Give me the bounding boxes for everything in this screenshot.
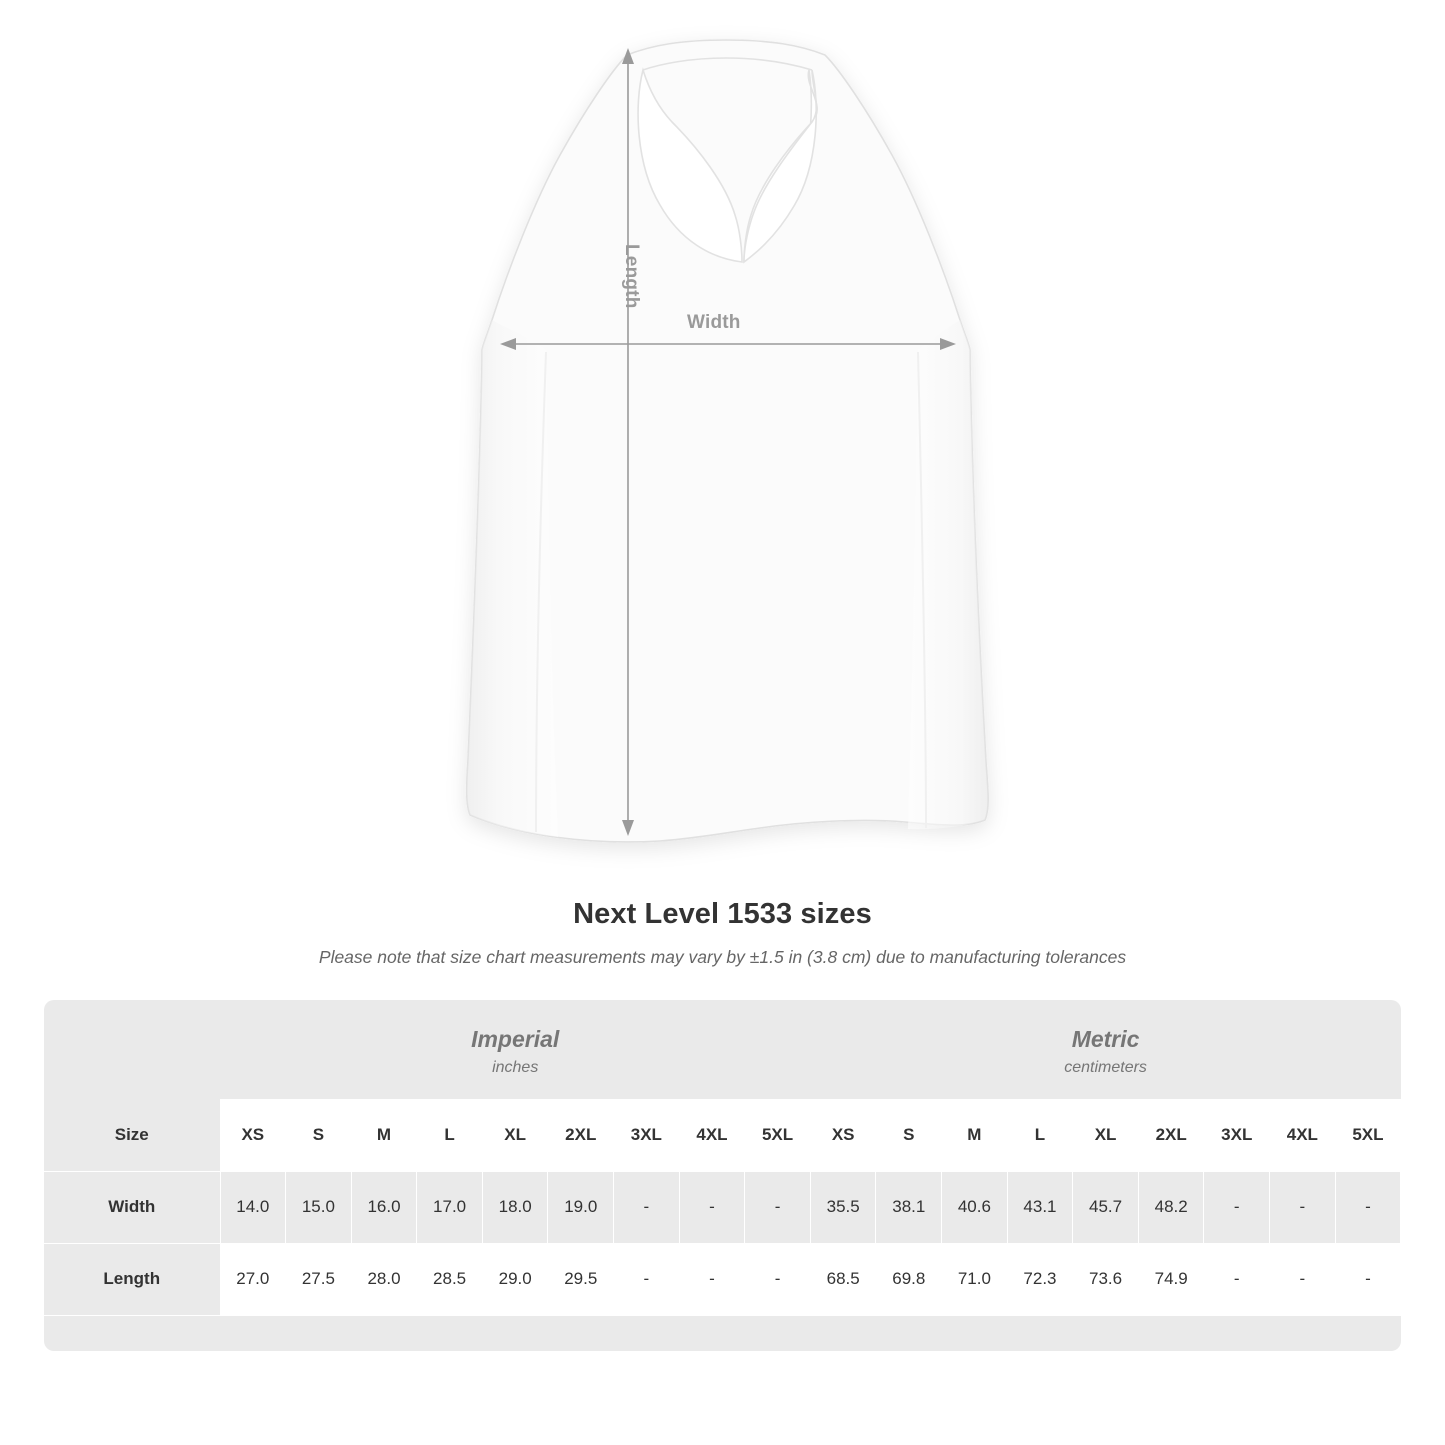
row-label-width: Width bbox=[44, 1171, 220, 1243]
width-imperial-m: 16.0 bbox=[351, 1171, 417, 1243]
width-metric-3xl: - bbox=[1204, 1171, 1270, 1243]
size-header-metric-5xl: 5XL bbox=[1335, 1099, 1401, 1171]
width-imperial-3xl: - bbox=[614, 1171, 680, 1243]
size-header-imperial-2xl: 2XL bbox=[548, 1099, 614, 1171]
length-imperial-3xl: - bbox=[614, 1243, 680, 1315]
length-metric-s: 69.8 bbox=[876, 1243, 942, 1315]
length-metric-5xl: - bbox=[1335, 1243, 1401, 1315]
width-metric-m: 40.6 bbox=[942, 1171, 1008, 1243]
width-imperial-xs: 14.0 bbox=[220, 1171, 286, 1243]
size-header-row bbox=[44, 1099, 1401, 1171]
width-metric-xl: 45.7 bbox=[1073, 1171, 1139, 1243]
width-imperial-s: 15.0 bbox=[286, 1171, 352, 1243]
table-footer-cell bbox=[44, 1315, 1401, 1351]
width-metric-2xl: 48.2 bbox=[1138, 1171, 1204, 1243]
table-footer-row bbox=[44, 1315, 1401, 1351]
unit-spacer-cell bbox=[44, 1000, 220, 1099]
size-header-imperial-5xl: 5XL bbox=[745, 1099, 811, 1171]
width-metric-4xl: - bbox=[1270, 1171, 1336, 1243]
size-header-metric-l: L bbox=[1007, 1099, 1073, 1171]
length-imperial-xs: 27.0 bbox=[220, 1243, 286, 1315]
width-imperial-5xl: - bbox=[745, 1171, 811, 1243]
table-row bbox=[44, 1243, 1401, 1315]
length-imperial-xl: 29.0 bbox=[482, 1243, 548, 1315]
width-imperial-2xl: 19.0 bbox=[548, 1171, 614, 1243]
length-metric-xl: 73.6 bbox=[1073, 1243, 1139, 1315]
page-title: Next Level 1533 sizes bbox=[573, 898, 872, 930]
size-header-metric-4xl: 4XL bbox=[1270, 1099, 1336, 1171]
length-imperial-4xl: - bbox=[679, 1243, 745, 1315]
size-header-metric-3xl: 3XL bbox=[1204, 1099, 1270, 1171]
length-metric-l: 72.3 bbox=[1007, 1243, 1073, 1315]
length-imperial-m: 28.0 bbox=[351, 1243, 417, 1315]
size-header-metric-s: S bbox=[876, 1099, 942, 1171]
imperial-unit-cell bbox=[220, 1000, 810, 1099]
width-dimension-label: Width bbox=[687, 312, 741, 333]
size-header-imperial-s: S bbox=[286, 1099, 352, 1171]
width-imperial-l: 17.0 bbox=[417, 1171, 483, 1243]
tolerance-note: Please note that size chart measurements may vary by ±1.5 in (3.8 cm) due to manufacturing tolerances bbox=[318, 947, 1127, 967]
row-label-length: Length bbox=[44, 1243, 220, 1315]
imperial-sublabel: inches bbox=[492, 1059, 539, 1076]
length-imperial-l: 28.5 bbox=[417, 1243, 483, 1315]
size-header-imperial-3xl: 3XL bbox=[614, 1099, 680, 1171]
size-table-wrapper bbox=[44, 1000, 1401, 1351]
width-metric-5xl: - bbox=[1335, 1171, 1401, 1243]
title-block bbox=[0, 898, 1445, 968]
metric-unit-cell bbox=[810, 1000, 1400, 1099]
imperial-label: Imperial bbox=[471, 1026, 560, 1052]
metric-sublabel: centimeters bbox=[1064, 1059, 1147, 1076]
width-metric-xs: 35.5 bbox=[810, 1171, 876, 1243]
size-header-metric-xl: XL bbox=[1073, 1099, 1139, 1171]
size-table bbox=[44, 1000, 1401, 1351]
width-imperial-4xl: - bbox=[679, 1171, 745, 1243]
length-imperial-2xl: 29.5 bbox=[548, 1243, 614, 1315]
width-imperial-xl: 18.0 bbox=[482, 1171, 548, 1243]
unit-header-row bbox=[44, 1000, 1401, 1099]
size-header-metric-2xl: 2XL bbox=[1138, 1099, 1204, 1171]
size-header-imperial-xl: XL bbox=[482, 1099, 548, 1171]
length-metric-4xl: - bbox=[1270, 1243, 1336, 1315]
length-imperial-s: 27.5 bbox=[286, 1243, 352, 1315]
length-metric-2xl: 74.9 bbox=[1138, 1243, 1204, 1315]
length-metric-3xl: - bbox=[1204, 1243, 1270, 1315]
length-metric-m: 71.0 bbox=[942, 1243, 1008, 1315]
size-header-imperial-4xl: 4XL bbox=[679, 1099, 745, 1171]
length-dimension-label: Length bbox=[621, 244, 642, 309]
size-header-imperial-xs: XS bbox=[220, 1099, 286, 1171]
table-row bbox=[44, 1171, 1401, 1243]
metric-label: Metric bbox=[1071, 1026, 1140, 1052]
width-metric-l: 43.1 bbox=[1007, 1171, 1073, 1243]
size-header-imperial-l: L bbox=[417, 1099, 483, 1171]
size-header-metric-xs: XS bbox=[810, 1099, 876, 1171]
size-header-imperial-m: M bbox=[351, 1099, 417, 1171]
size-header-metric-m: M bbox=[942, 1099, 1008, 1171]
width-metric-s: 38.1 bbox=[876, 1171, 942, 1243]
length-imperial-5xl: - bbox=[745, 1243, 811, 1315]
length-metric-xs: 68.5 bbox=[810, 1243, 876, 1315]
size-row-label: Size bbox=[44, 1099, 220, 1171]
